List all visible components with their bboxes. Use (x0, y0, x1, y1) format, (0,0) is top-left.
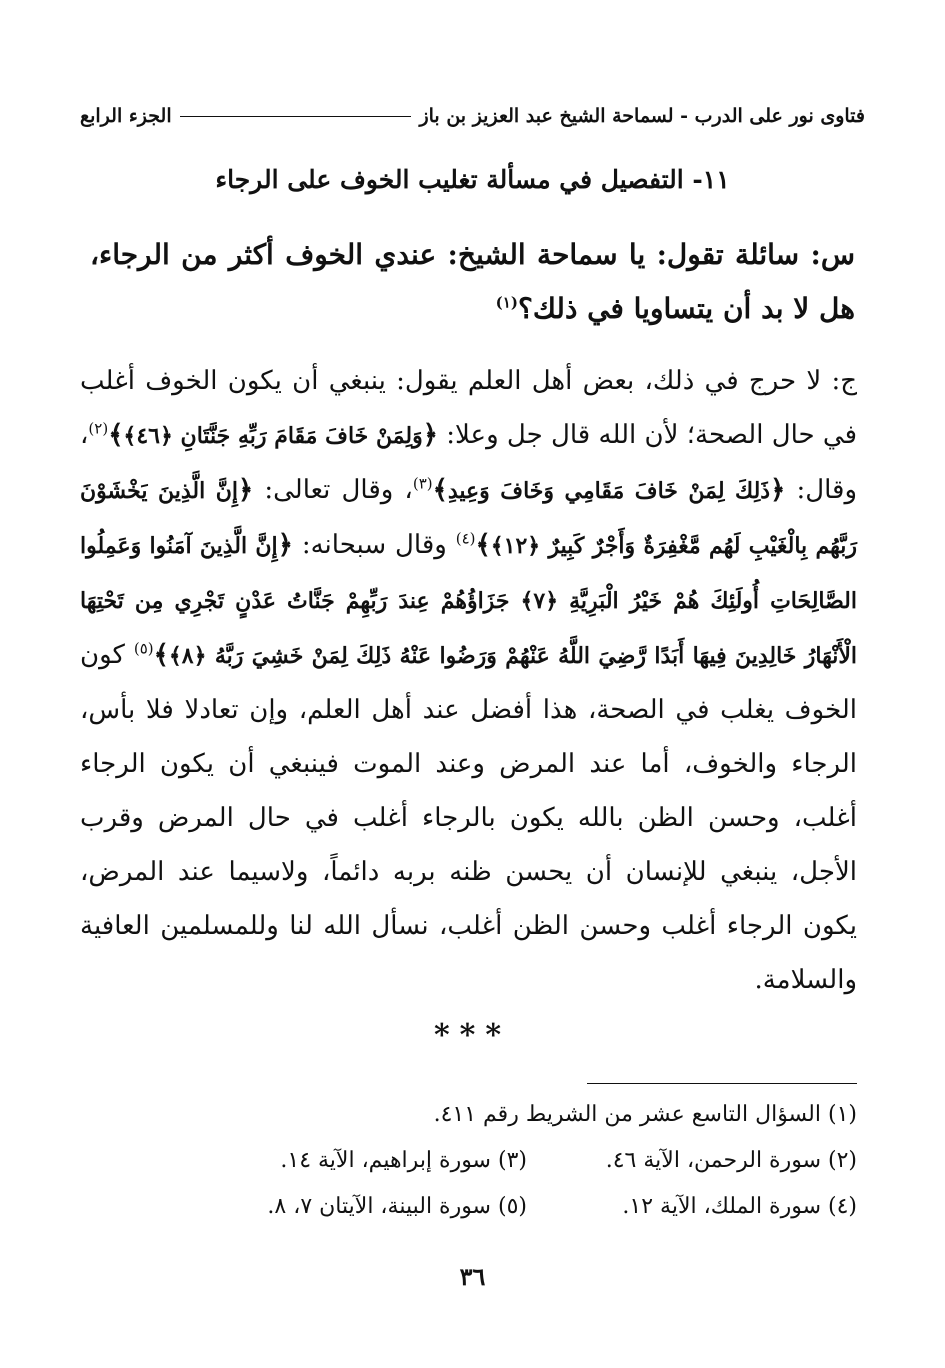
verse-open-bracket: ﴿ (238, 475, 254, 505)
footnote-mark-3: (٣) (412, 474, 433, 493)
footnote-row (80, 1184, 857, 1230)
answer-part-1: ج: لا حرج في ذلك، بعض أهل العلم يقول: ينبغي أن يكون الخوف أغلب في حال الصحة؛ لأن الله قال جل وعلا: (80, 366, 858, 450)
footnote-row (80, 1138, 857, 1184)
footnotes (80, 1092, 857, 1230)
footnote-row (80, 1092, 857, 1138)
section-title: ١١- التفصيل في مسألة تغليب الخوف على الرجاء (215, 165, 730, 194)
verse-close-bracket: ﴾ (153, 640, 169, 670)
page-number: ٣٦ (459, 1262, 486, 1291)
running-header (80, 96, 865, 136)
verse-close-bracket: ﴾ (432, 475, 448, 505)
verse-close-bracket: ﴾ (108, 420, 124, 450)
footnote-mark-5: (٥) (133, 639, 154, 658)
header-rule (180, 116, 412, 117)
section-separator: *** (433, 1018, 512, 1053)
verse-open-bracket: ﴿ (422, 420, 438, 450)
answer-part-2: ، وقال: (80, 420, 858, 505)
verse-open-bracket: ﴿ (277, 530, 293, 560)
footnote-mark-2: (٢) (88, 419, 109, 438)
footnote-1: (١) السؤال التاسع عشر من الشريط رقم ٤١١. (433, 1102, 857, 1127)
footnote-5: (٥) سورة البينة، الآيتان ٧، ٨. (267, 1194, 527, 1219)
answer-part-4: وقال سبحانه: (301, 530, 447, 560)
footnote-mark-1: (١) (495, 293, 518, 312)
book-title: فتاوى نور على الدرب - لسماحة الشيخ عبد العزيز بن باز (419, 105, 865, 127)
question-text (90, 228, 855, 336)
answer-text (80, 354, 857, 1007)
footnote-4: (٤) سورة الملك، الآية ١٢. (622, 1194, 857, 1219)
answer-part-3: ، وقال تعالى: (264, 475, 413, 505)
quran-verse-1: وَلِمَنْ خَافَ مَقَامَ رَبِّهِ جَنَّتَانِ ﴿٤٦﴾ (123, 423, 423, 449)
footnote-3: (٣) سورة إبراهيم، الآية ١٤. (280, 1148, 527, 1173)
footnote-rule (587, 1083, 857, 1084)
footnote-mark-4: (٤) (455, 529, 476, 548)
verse-open-bracket: ﴿ (770, 475, 786, 505)
quran-verse-2: ذَلِكَ لِمَنْ خَافَ مَقَامِي وَخَافَ وَعِيدِ (447, 478, 771, 504)
question-body: س: سائلة تقول: يا سماحة الشيخ: عندي الخوف أكثر من الرجاء، هل لا بد أن يتساويا في ذلك؟ (90, 238, 855, 325)
quran-verse-3: إِنَّ الَّذِينَ يَخْشَوْنَ رَبَّهُم بِالْغَيْبِ لَهُم مَّغْفِرَةٌ وَأَجْرٌ كَبِيرٌ ﴿١٢﴾ (80, 478, 857, 559)
verse-close-bracket: ﴾ (475, 530, 491, 560)
footnote-2: (٢) سورة الرحمن، الآية ٤٦. (605, 1148, 857, 1173)
quran-verse-4: إِنَّ الَّذِينَ آمَنُوا وَعَمِلُوا الصَّالِحَاتِ أُولَئِكَ هُمْ خَيْرُ الْبَرِيَّةِ ﴿٧﴾ جَزَاؤُهُمْ عِندَ رَبِّهِمْ جَنَّاتُ عَدْنٍ تَجْرِي مِن تَحْتِهَا الْأَنْهَارُ خَالِدِينَ فِيهَا أَبَدًا رَّضِيَ اللَّهُ عَنْهُمْ وَرَضُوا عَنْهُ ذَلِكَ لِمَنْ خَشِيَ رَبَّهُ ﴿٨﴾ (80, 533, 857, 669)
answer-part-5: كون الخوف يغلب في الصحة، هذا أفضل عند أهل العلم، وإن تعادلا فلا بأس، الرجاء والخوف، أما عند المرض وعند الموت فينبغي أن يكون الرجاء أغلب، وحسن الظن بالله يكون بالرجاء أغلب في حال المرض وقرب الأجل، ينبغي للإنسان أن يحسن ظنه بربه دائماً، ولاسيما عند المرض، يكون الرجاء أغلب وحسن الظن أغلب، نسأل الله لنا وللمسلمين العافية والسلامة. (80, 640, 858, 995)
volume-label: الجزء الرابع (80, 105, 172, 127)
